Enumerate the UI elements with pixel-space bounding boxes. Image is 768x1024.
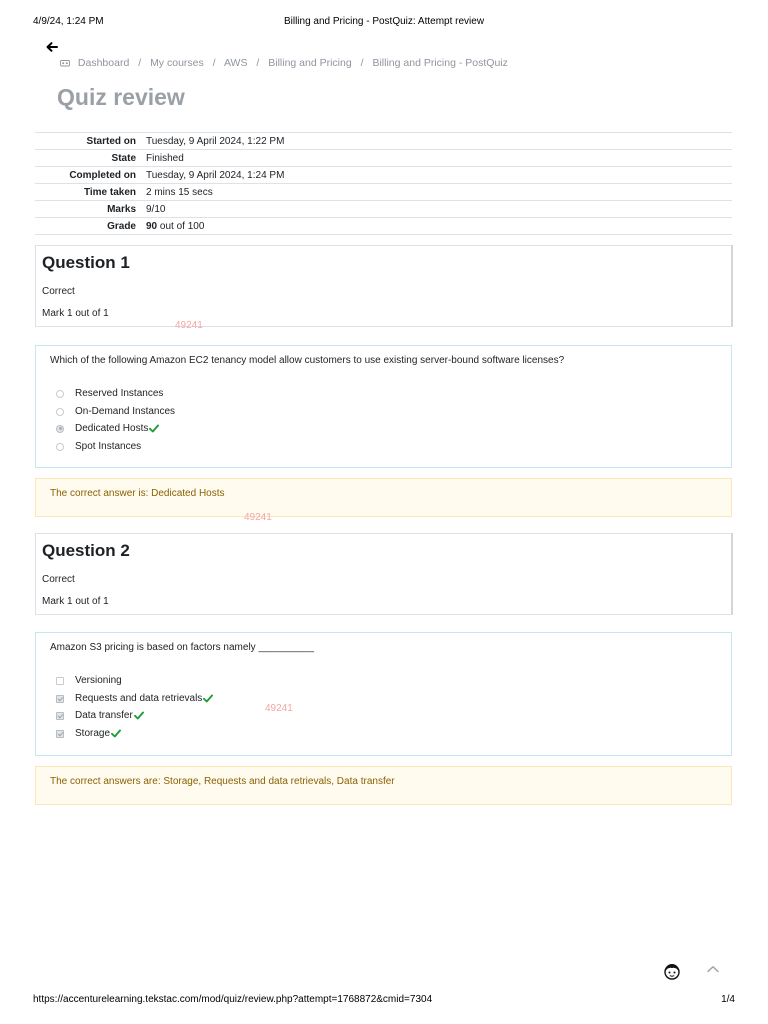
page-title: Quiz review — [57, 84, 185, 110]
summary-row-completed — [35, 167, 732, 184]
answer-label: Storage — [75, 728, 111, 739]
checkbox-checked[interactable] — [56, 730, 64, 738]
answer-label: On-Demand Instances — [75, 406, 176, 417]
watermark: 49241 — [265, 703, 293, 714]
radio-button[interactable] — [56, 408, 64, 416]
grade-value: 90 — [146, 220, 158, 232]
summary-label: Started on — [86, 135, 136, 147]
checkbox-checked[interactable] — [56, 695, 64, 703]
question-state: Correct — [42, 574, 75, 585]
answer-option[interactable] — [56, 691, 213, 706]
answer-label: Requests and data retrievals — [75, 693, 203, 704]
breadcrumb-billing-and-pricing[interactable]: Billing and Pricing — [268, 57, 352, 69]
answer-option[interactable] — [56, 421, 159, 436]
correct-check-icon — [111, 729, 121, 738]
answer-label: Dedicated Hosts — [75, 423, 149, 434]
radio-button[interactable] — [56, 443, 64, 451]
watermark: 49241 — [175, 320, 203, 331]
summary-label: Completed on — [69, 169, 136, 181]
question-1-content — [35, 345, 732, 468]
question-number: Question 1 — [42, 253, 130, 272]
breadcrumb-postquiz[interactable]: Billing and Pricing - PostQuiz — [372, 57, 508, 69]
breadcrumb-separator: / — [360, 57, 364, 69]
chevron-up-icon[interactable] — [705, 963, 721, 975]
breadcrumb — [60, 57, 508, 69]
summary-row-time-taken — [35, 184, 732, 201]
question-2-content — [35, 632, 732, 756]
dashboard-icon — [60, 59, 70, 67]
radio-button-selected[interactable] — [56, 425, 64, 433]
checkbox[interactable] — [56, 677, 64, 685]
answer-option[interactable] — [56, 439, 141, 454]
avatar-icon[interactable] — [662, 961, 682, 981]
summary-label: Time taken — [83, 186, 136, 198]
summary-value: Tuesday, 9 April 2024, 1:24 PM — [146, 169, 285, 181]
summary-label: Grade — [107, 220, 136, 232]
question-2-feedback — [35, 766, 732, 805]
radio-button[interactable] — [56, 390, 64, 398]
answer-label: Reserved Instances — [75, 388, 164, 399]
summary-label: State — [111, 152, 136, 164]
breadcrumb-separator: / — [256, 57, 260, 69]
breadcrumb-dashboard[interactable]: Dashboard — [77, 57, 130, 69]
answer-label: Versioning — [75, 675, 122, 686]
correct-check-icon — [149, 424, 159, 433]
question-text: Which of the following Amazon EC2 tenancy model allow customers to use existing server-bound software licenses? — [50, 355, 565, 366]
answer-option[interactable] — [56, 386, 163, 401]
print-header — [33, 16, 735, 30]
watermark: 49241 — [244, 512, 272, 523]
print-url: https://accenturelearning.tekstac.com/mod/quiz/review.php?attempt=1768872&cmid=7304 — [33, 994, 433, 1005]
correct-answer-text: The correct answer is: Dedicated Hosts — [50, 488, 225, 499]
summary-value — [146, 218, 732, 235]
checkbox-checked[interactable] — [56, 712, 64, 720]
attempt-summary-table — [35, 132, 732, 235]
question-2-info — [35, 533, 733, 615]
summary-value: 9/10 — [146, 203, 166, 215]
correct-answer-text: The correct answers are: Storage, Requests and data retrievals, Data transfer — [50, 776, 395, 787]
back-arrow-icon[interactable] — [44, 39, 60, 55]
print-page-number: 1/4 — [721, 994, 735, 1005]
summary-value: Finished — [146, 152, 184, 164]
breadcrumb-my-courses[interactable]: My courses — [150, 57, 204, 69]
summary-label: Marks — [107, 203, 136, 215]
question-state: Correct — [42, 286, 75, 297]
correct-check-icon — [134, 711, 144, 720]
answer-option[interactable] — [56, 726, 121, 741]
summary-row-grade — [35, 218, 732, 235]
question-number: Question 2 — [42, 541, 130, 560]
answer-option[interactable] — [56, 708, 144, 723]
breadcrumb-separator: / — [138, 57, 142, 69]
summary-value: 2 mins 15 secs — [146, 186, 213, 198]
question-mark: Mark 1 out of 1 — [42, 308, 109, 319]
print-footer — [33, 994, 735, 1008]
breadcrumb-separator: / — [212, 57, 216, 69]
answer-option[interactable] — [56, 404, 175, 419]
answer-option[interactable] — [56, 673, 122, 688]
question-1-feedback — [35, 478, 732, 517]
breadcrumb-aws[interactable]: AWS — [223, 57, 248, 69]
answer-label: Data transfer — [75, 710, 133, 721]
summary-row-marks — [35, 201, 732, 218]
print-timestamp: 4/9/24, 1:24 PM — [33, 16, 104, 27]
print-document-title: Billing and Pricing - PostQuiz: Attempt review — [283, 16, 485, 27]
question-mark: Mark 1 out of 1 — [42, 596, 109, 607]
question-1-info — [35, 245, 733, 327]
answer-label: Spot Instances — [75, 441, 142, 452]
grade-suffix: out of 100 — [159, 220, 205, 232]
summary-row-started — [35, 133, 732, 150]
correct-check-icon — [203, 694, 213, 703]
summary-row-state — [35, 150, 732, 167]
summary-value: Tuesday, 9 April 2024, 1:22 PM — [146, 135, 285, 147]
question-text: Amazon S3 pricing is based on factors namely __________ — [50, 642, 315, 653]
